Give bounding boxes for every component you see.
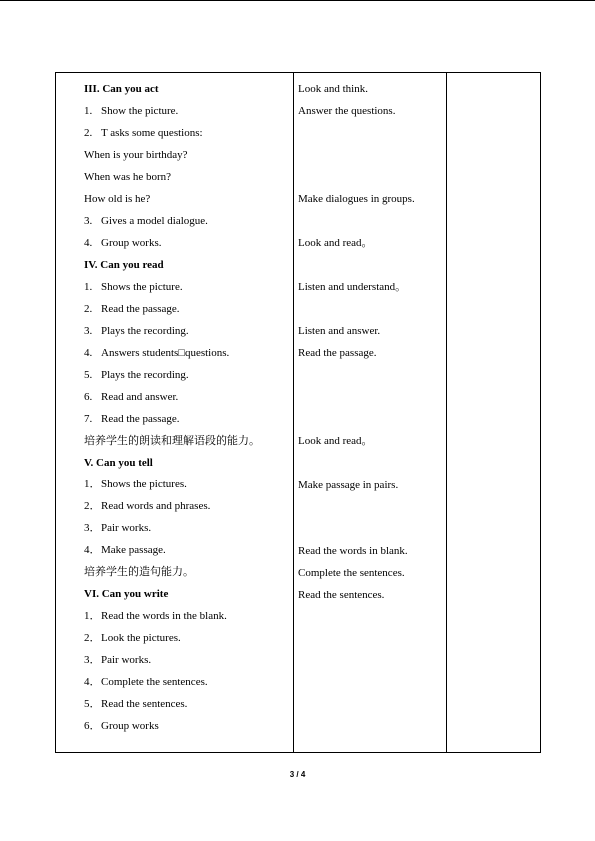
list-item: 6. Read and answer. [84, 391, 179, 403]
list-item: 2. T asks some questions: [84, 127, 203, 139]
list-item: 培养学生的朗读和理解语段的能力。 [84, 435, 260, 447]
list-item: How old is he? [84, 193, 151, 205]
list-item: 1．Shows the pictures. [84, 478, 187, 490]
section-heading-act: III. Can you act [84, 83, 159, 95]
list-item: 4．Make passage. [84, 544, 166, 556]
list-item: When is your birthday? [84, 149, 188, 161]
list-item: Read the sentences. [298, 589, 385, 601]
page-number: 3 / 4 [289, 770, 306, 779]
list-item: 培养学生的造句能力。 [84, 566, 194, 578]
list-item: When was he born? [84, 171, 172, 183]
list-item: 2．Read words and phrases. [84, 500, 211, 512]
column-divider-1 [293, 73, 294, 752]
list-item: Make dialogues in groups. [298, 193, 415, 205]
list-item: Complete the sentences. [298, 567, 405, 579]
list-item: 1. Show the picture. [84, 105, 179, 117]
list-item: 2. Read the passage. [84, 303, 180, 315]
list-item: 3. Plays the recording. [84, 325, 189, 337]
list-item: 4. Answers students□questions. [84, 347, 230, 359]
list-item: Look and read。 [298, 435, 373, 447]
list-item: Answer the questions. [298, 105, 396, 117]
column-divider-2 [446, 73, 447, 752]
list-item: Make passage in pairs. [298, 479, 399, 491]
list-item: Read the words in blank. [298, 545, 408, 557]
list-item: Look and think. [298, 83, 368, 95]
list-item: 3．Pair works. [84, 522, 152, 534]
section-heading-write: VI. Can you write [84, 588, 169, 600]
list-item: 3．Pair works. [84, 654, 152, 666]
list-item: 4．Complete the sentences. [84, 676, 208, 688]
list-item: Listen and understand。 [298, 281, 407, 293]
list-item: Listen and answer. [298, 325, 381, 337]
list-item: 5. Plays the recording. [84, 369, 189, 381]
list-item: 1. Shows the picture. [84, 281, 183, 293]
section-heading-tell: V. Can you tell [84, 457, 153, 469]
list-item: Read the passage. [298, 347, 377, 359]
list-item: 5．Read the sentences. [84, 698, 188, 710]
list-item: 2．Look the pictures. [84, 632, 181, 644]
list-item: 7. Read the passage. [84, 413, 180, 425]
header-rule [0, 0, 595, 1]
list-item: 4. Group works. [84, 237, 162, 249]
list-item: Look and read。 [298, 237, 373, 249]
list-item: 1．Read the words in the blank. [84, 610, 227, 622]
section-heading-read: IV. Can you read [84, 259, 164, 271]
list-item: 3. Gives a model dialogue. [84, 215, 208, 227]
list-item: 6．Group works [84, 720, 159, 732]
